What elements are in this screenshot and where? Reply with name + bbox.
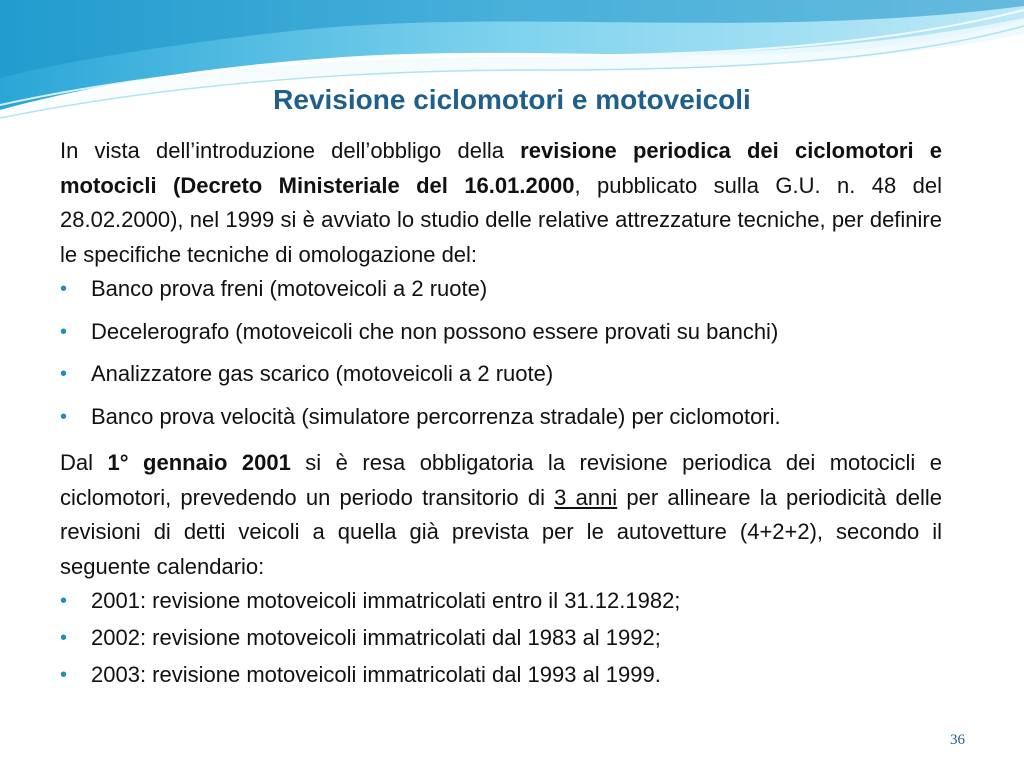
list-item: • Decelerografo (motoveicoli che non possono essere provati su banchi) bbox=[60, 315, 942, 358]
list-item: • Banco prova velocità (simulatore percorrenza stradale) per ciclomotori. bbox=[60, 400, 942, 443]
slide-body bbox=[60, 134, 942, 695]
list-item: • 2001: revisione motoveicoli immatricolati entro il 31.12.1982; bbox=[60, 584, 942, 621]
intro-paragraph bbox=[60, 134, 942, 272]
intro-text-1: In vista dell’introduzione dell’obbligo della bbox=[60, 138, 521, 163]
obligation-text-1: Dal bbox=[60, 450, 108, 475]
list-item: • 2003: revisione motoveicoli immatricolati dal 1993 al 1999. bbox=[60, 658, 942, 695]
equipment-list bbox=[60, 272, 942, 442]
list-item: • Analizzatore gas scarico (motoveicoli a 2 ruote) bbox=[60, 357, 942, 400]
calendar-list bbox=[60, 584, 942, 695]
slide-number: 36 bbox=[950, 732, 965, 748]
obligation-text-3: per allineare la periodicità delle revisioni di detti veicoli a quella già prevista per le autovetture (4+2+2), secondo il seguente calendario: bbox=[60, 484, 942, 579]
obligation-date: 1° gennaio 2001 bbox=[107, 450, 291, 475]
intro-bold-text: revisione periodica dei ciclomotori e motocicli (Decreto Ministeriale del 16.01.2000 bbox=[60, 138, 942, 198]
slide-title: Revisione ciclomotori e motoveicoli bbox=[273, 84, 751, 115]
intro-text-2: , pubblicato sulla G.U. n. 48 del 28.02.2000), nel 1999 si è avviato lo studio delle relative attrezzature tecniche, per definire le specifiche tecniche di omologazione del: bbox=[60, 172, 942, 267]
list-item: • 2002: revisione motoveicoli immatricolati dal 1983 al 1992; bbox=[60, 621, 942, 658]
transition-period: 3 anni bbox=[554, 484, 618, 510]
list-item: • Banco prova freni (motoveicoli a 2 ruote) bbox=[60, 272, 942, 315]
obligation-paragraph bbox=[60, 446, 942, 584]
obligation-text-2: si è resa obbligatoria la revisione periodica dei motocicli e ciclomotori, prevedendo un periodo transitorio di bbox=[60, 450, 943, 510]
